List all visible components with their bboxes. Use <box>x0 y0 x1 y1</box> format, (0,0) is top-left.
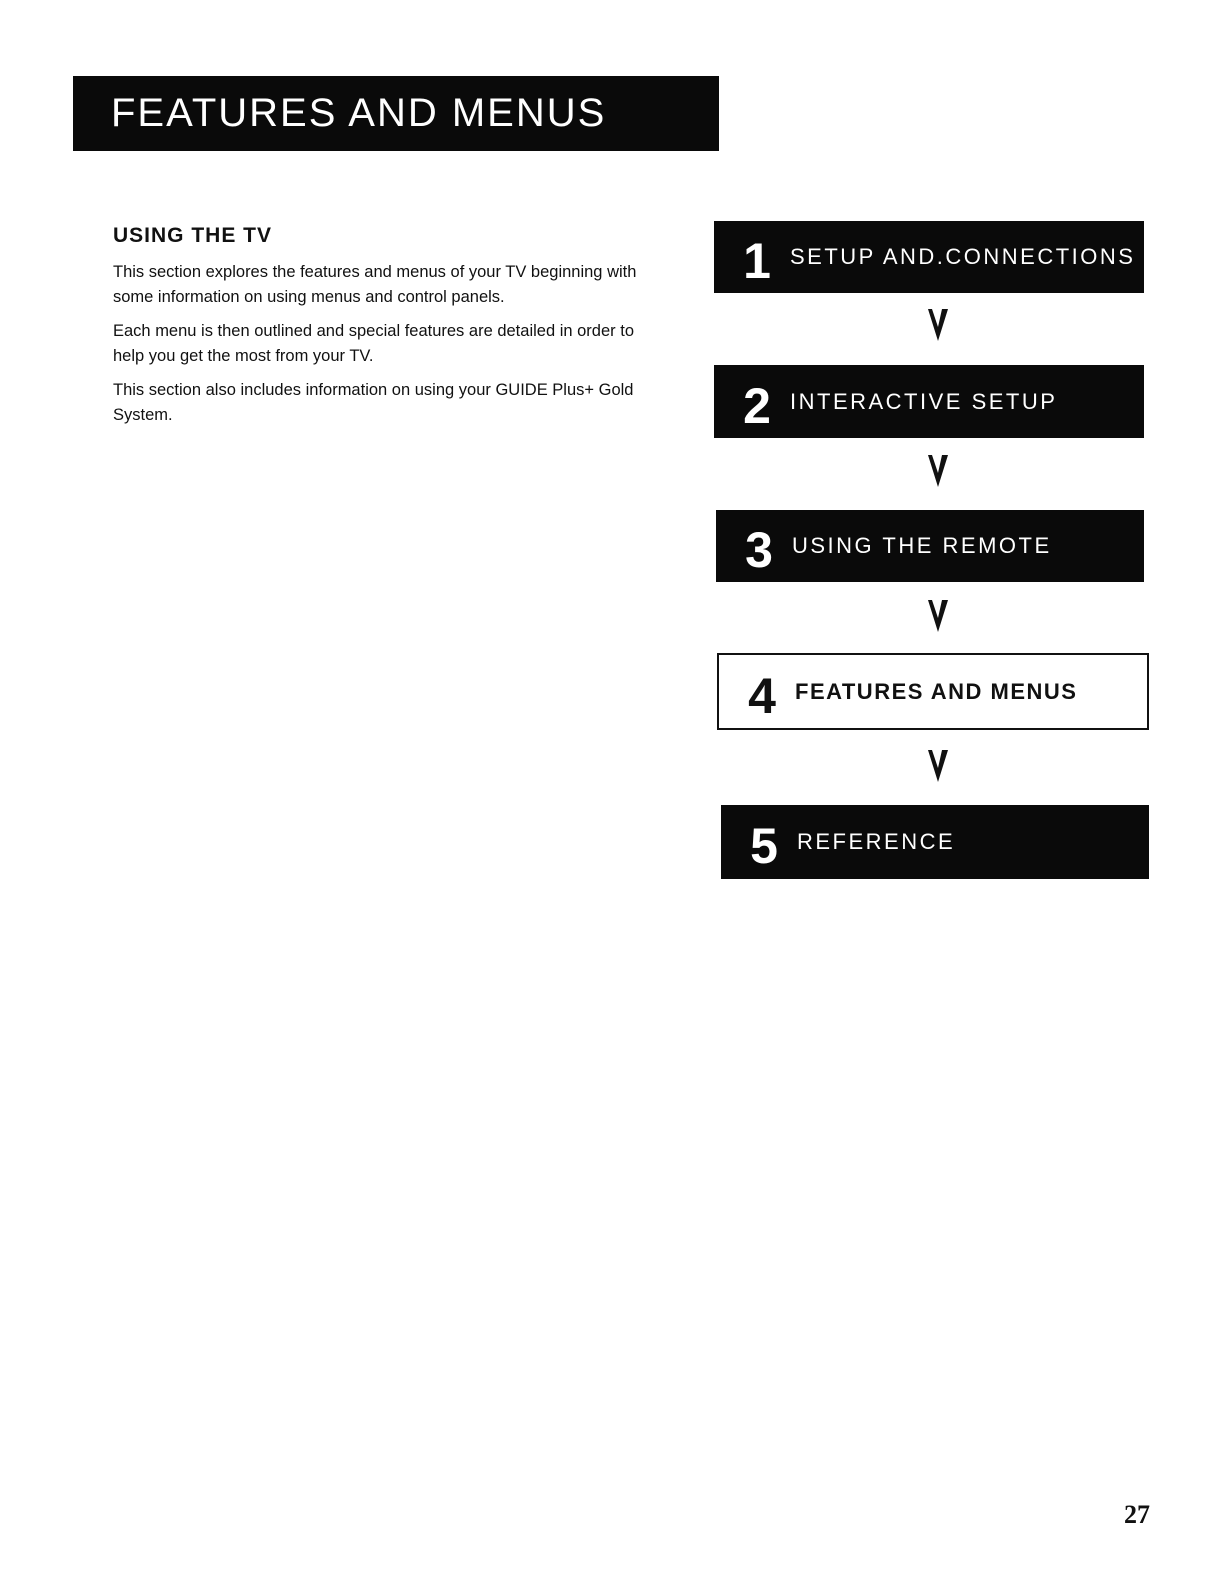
down-arrow-icon <box>926 307 950 343</box>
page-number: 27 <box>1124 1500 1150 1529</box>
step-number: 2 <box>743 377 771 434</box>
step-label: USING THE REMOTE <box>792 533 1052 558</box>
flow-step-features-and-menus <box>717 653 1149 730</box>
flow-step-using-the-remote <box>716 510 1144 582</box>
step-label: REFERENCE <box>797 829 956 854</box>
down-arrow-icon <box>926 453 950 489</box>
step-number: 4 <box>748 667 776 724</box>
intro-paragraph: This section explores the features and menus of your TV beginning with some information on using menus and control panels. <box>113 263 637 306</box>
section-title: FEATURES AND MENUS <box>111 91 607 135</box>
intro-heading: USING THE TV <box>113 224 273 247</box>
step-label: INTERACTIVE SETUP <box>790 388 1058 414</box>
intro-paragraph: This section also includes information on using your GUIDE Plus+ Gold System. <box>113 381 634 424</box>
step-number: 1 <box>743 233 771 289</box>
step-label: SETUP AND.CONNECTIONS <box>790 244 1136 269</box>
step-number: 3 <box>745 522 773 578</box>
flow-step-setup-connections <box>714 221 1144 293</box>
step-number: 5 <box>750 818 778 874</box>
down-arrow-icon <box>926 598 950 634</box>
flow-step-reference <box>721 805 1149 879</box>
flow-step-interactive-setup <box>714 365 1144 438</box>
intro-paragraph: Each menu is then outlined and special features are detailed in order to help you get the most from your TV. <box>113 322 634 365</box>
step-label: FEATURES AND MENUS <box>795 678 1078 704</box>
down-arrow-icon <box>926 748 950 784</box>
